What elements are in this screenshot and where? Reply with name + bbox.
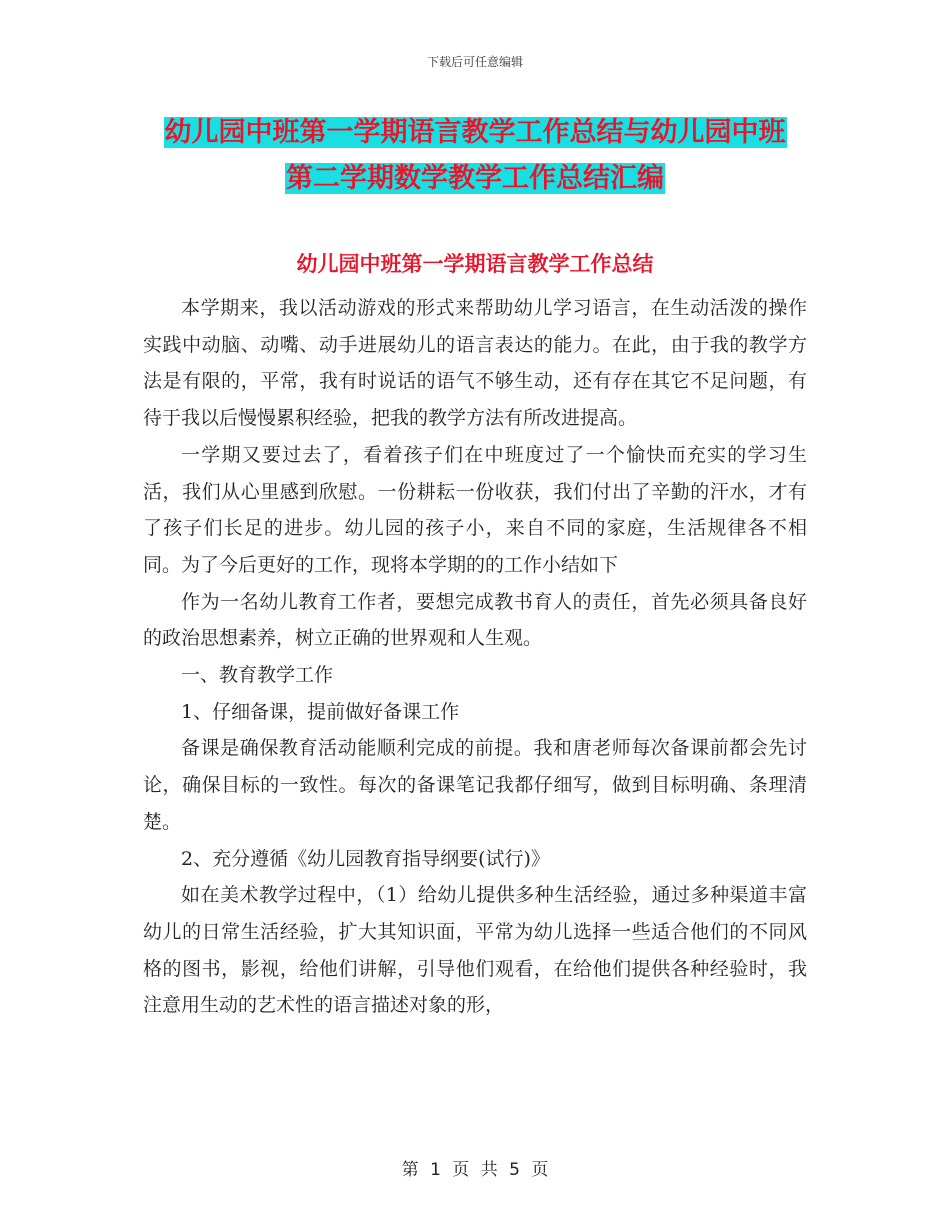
- section-title: 幼儿园中班第一学期语言教学工作总结: [296, 252, 654, 276]
- subheading-guideline: 2、充分遵循《幼儿园教育指导纲要(试行)》: [181, 847, 550, 870]
- document-title: [0, 110, 950, 202]
- paragraph: 一学期又要过去了，看着孩子们在中班度过了一个愉快而充实的学习生活，我们从心里感到欣慰。一份耕耘一份收获，我们付出了辛勤的汗水，才有了孩子们长足的进步。幼儿园的孩子小，来自不同的家庭，生活规律各不相同。为了今后更好的工作，现将本学期的的工作小结如下: [143, 443, 807, 576]
- header-note: 下载后可任意编辑: [426, 55, 523, 69]
- heading-education-work: 一、教育教学工作: [181, 664, 334, 687]
- paragraph: 作为一名幼儿教育工作者，要想完成教书育人的责任，首先必须具备良好的政治思想素养，树立正确的世界观和人生观。: [143, 590, 807, 650]
- subheading-lesson-prep: 1、仔细备课，提前做好备课工作: [181, 700, 460, 723]
- document-title-line-2: 第二学期数学教学工作总结汇编: [286, 163, 664, 194]
- body-text: [143, 290, 807, 1024]
- document-title-line-1: 幼儿园中班第一学期语言教学工作总结与幼儿园中班: [164, 117, 786, 148]
- paragraph: 备课是确保教育活动能顺利完成的前提。我和唐老师每次备课前都会先讨论，确保目标的一致性。每次的备课笔记我都仔细写，做到目标明确、条理清楚。: [143, 737, 807, 833]
- paragraph: 如在美术教学过程中，（1）给幼儿提供多种生活经验，通过多种渠道丰富幼儿的日常生活经验，扩大其知识面，平常为幼儿选择一些适合他们的不同风格的图书，影视，给他们讲解，引导他们观看，在给他们提供各种经验时，我注意用生动的艺术性的语言描述对象的形，: [143, 884, 807, 1017]
- page-footer: 第 1 页 共 5 页: [401, 1160, 549, 1180]
- paragraph: 本学期来，我以活动游戏的形式来帮助幼儿学习语言，在生动活泼的操作实践中动脑、动嘴、动手进展幼儿的语言表达的能力。在此，由于我的教学方法是有限的，平常，我有时说话的语气不够生动，还有存在其它不足问题，有待于我以后慢慢累积经验，把我的教学方法有所改进提高。: [143, 297, 807, 430]
